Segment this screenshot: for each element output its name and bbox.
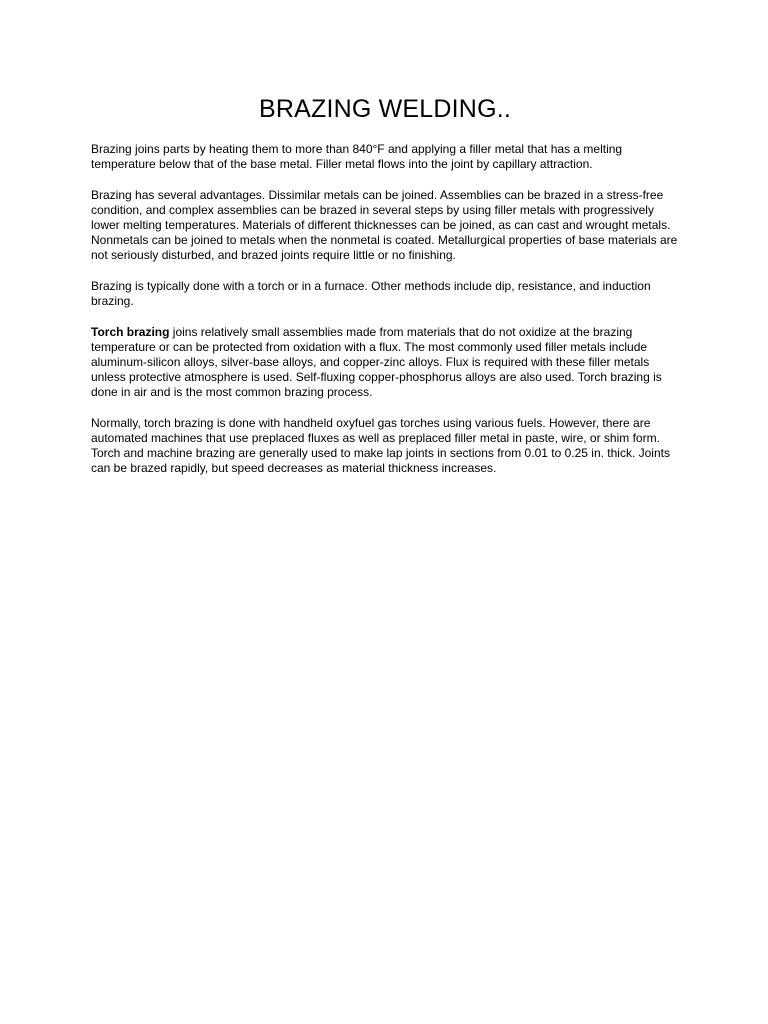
paragraph-methods [91,279,679,309]
paragraph-text: joins relatively small assemblies made from materials that do not oxidize at the brazing temperature or can be protected from oxidation with a flux. The most commonly used filler metals include aluminum-silicon alloys, silver-base alloys, and copper-zinc alloys. Flux is required with these filler metals unless protective atmosphere is used. Self-fluxing copper-phosphorus alloys are also used. Torch brazing is done in air and is the most common brazing process. [91,325,662,399]
paragraph-advantages [91,188,679,263]
document-title: BRAZING WELDING.. [258,95,512,123]
paragraph-torch-details [91,416,679,476]
paragraph-bold-lead: Torch brazing [91,325,170,339]
paragraph-text: Brazing is typically done with a torch or in a furnace. Other methods include dip, resistance, and induction brazing. [91,279,651,308]
paragraph-text: Brazing has several advantages. Dissimilar metals can be joined. Assemblies can be brazed in a stress-free condition, and complex assemblies can be brazed in several steps by using filler metals with progressively lower melting temperatures. Materials of different thicknesses can be joined, as can cast and wrought metals. Nonmetals can be joined to metals when the nonmetal is coated. Metallurgical properties of base materials are not seriously disturbed, and brazed joints require little or no finishing. [91,188,678,262]
paragraph-text: Normally, torch brazing is done with handheld oxyfuel gas torches using various fuels. However, there are automated machines that use preplaced fluxes as well as preplaced filler metal in paste, wire, or shim form. Torch and machine brazing are generally used to make lap joints in sections from 0.01 to 0.25 in. thick. Joints can be brazed rapidly, but speed decreases as material thickness increases. [91,416,670,475]
document-body [91,94,679,492]
paragraph-intro [91,142,679,172]
paragraph-text: Brazing joins parts by heating them to more than 840°F and applying a filler metal that has a melting temperature below that of the base metal. Filler metal flows into the joint by capillary attraction. [91,142,623,171]
paragraph-torch-brazing [91,325,679,400]
